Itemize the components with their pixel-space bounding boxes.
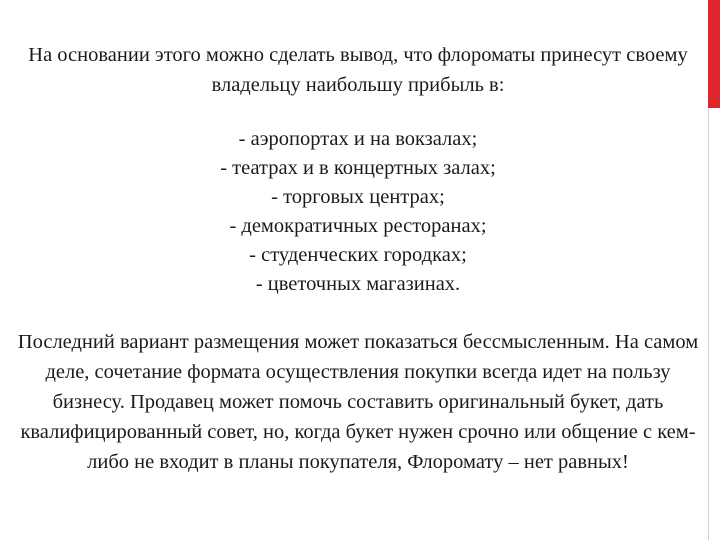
side-divider bbox=[708, 108, 720, 540]
slide-content bbox=[8, 40, 708, 477]
list-item: - аэропортах и на вокзалах; bbox=[238, 128, 478, 150]
accent-bar bbox=[708, 0, 720, 108]
list-item: - цветочных магазинах. bbox=[255, 273, 461, 295]
list-item: - студенческих городках; bbox=[249, 244, 467, 266]
list-item: - театрах и в концертных залах; bbox=[220, 157, 496, 179]
intro-paragraph: На основании этого можно сделать вывод, что флороматы принесут своему владельцу наибольшу прибыль в: bbox=[28, 44, 688, 96]
location-list bbox=[8, 125, 708, 299]
list-item: - демократичных ресторанах; bbox=[229, 215, 487, 237]
conclusion-paragraph: Последний вариант размещения может показаться бессмысленным. На самом деле, сочетание формата осуществления покупки всегда идет на пользу бизнесу. Продавец может помочь составить оригинальный букет, дать квалифицированный совет, но, когда букет нужен срочно или общение с кем-либо не входит в планы покупателя, Флоромату – нет равных! bbox=[17, 331, 699, 473]
list-item: - торговых центрах; bbox=[271, 186, 445, 208]
